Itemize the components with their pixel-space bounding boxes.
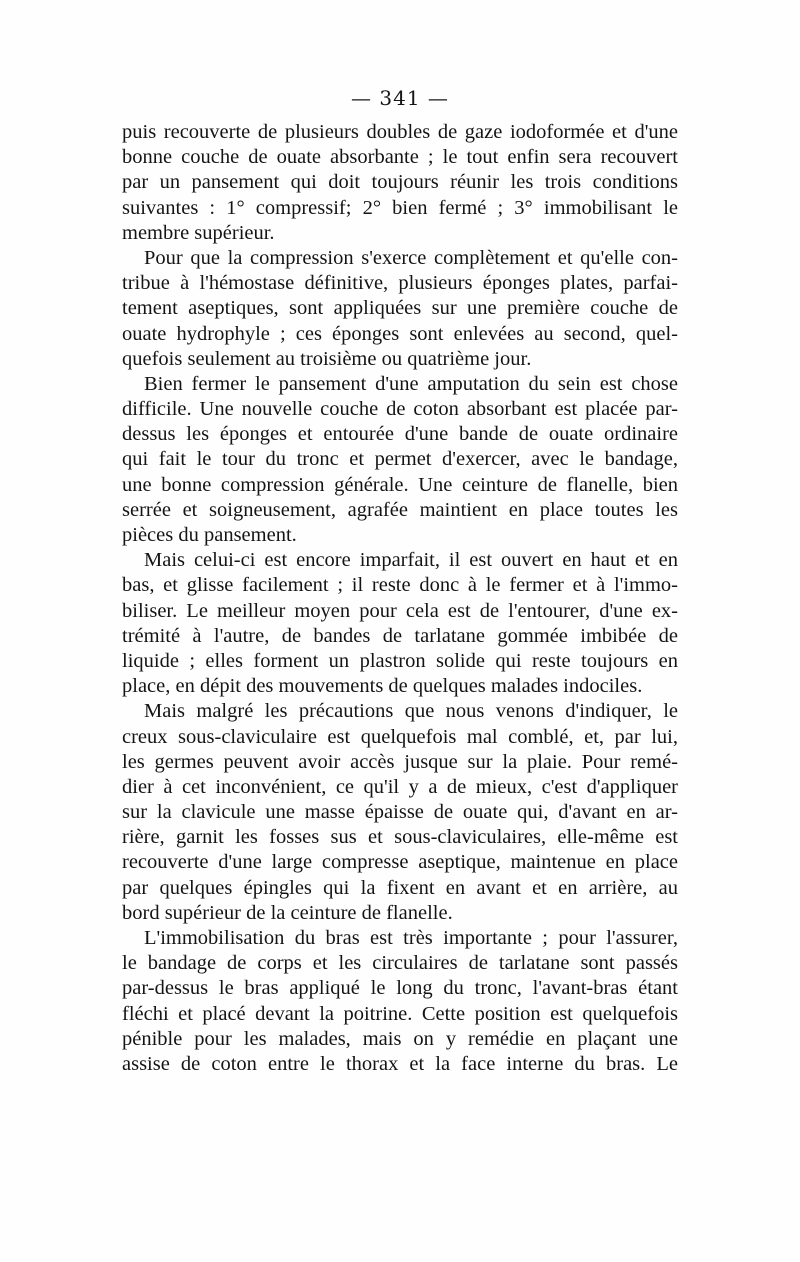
text-line: creux sous-claviculaire est quelquefois mal comblé, et, par lui, — [122, 725, 678, 748]
text-line: bord supérieur de la ceinture de flanelle. — [122, 901, 453, 924]
text-line: dessus les éponges et entourée d'une bande de ouate ordinaire — [122, 423, 678, 446]
text-line: rière, garnit les fosses sus et sous-claviculaires, elle-même est — [122, 826, 678, 849]
body-text — [122, 120, 678, 1077]
text-line: sur la clavicule une masse épaisse de ouate qui, d'avant en ar- — [122, 801, 678, 824]
text-line: serrée et soigneusement, agrafée maintient en place toutes les — [122, 498, 678, 521]
text-line: Mais celui-ci est encore imparfait, il est ouvert en haut et en — [144, 549, 678, 572]
text-line: liquide ; elles forment un plastron solide qui reste toujours en — [122, 649, 678, 672]
text-line: tement aseptiques, sont appliquées sur une première couche de — [122, 297, 678, 320]
text-line: par un pansement qui doit toujours réunir les trois conditions — [122, 171, 678, 194]
text-line: les germes peuvent avoir accès jusque sur la plaie. Pour remé- — [122, 750, 678, 773]
text-line: le bandage de corps et les circulaires de tarlatane sont passés — [122, 952, 678, 975]
text-line: quefois seulement au troisième ou quatrième jour. — [122, 347, 532, 370]
text-line: par-dessus le bras appliqué le long du tronc, l'avant-bras étant — [122, 977, 678, 1000]
text-line: par quelques épingles qui la fixent en avant et en arrière, au — [122, 876, 678, 899]
text-line: recouverte d'une large compresse aseptique, maintenue en place — [122, 851, 678, 874]
text-line: place, en dépit des mouvements de quelques malades indociles. — [122, 675, 643, 698]
text-line: qui fait le tour du tronc et permet d'exercer, avec le bandage, — [122, 448, 678, 471]
text-line: bonne couche de ouate absorbante ; le tout enfin sera recouvert — [122, 146, 678, 169]
text-line: trémité à l'autre, de bandes de tarlatane gommée imbibée de — [122, 624, 678, 647]
text-line: Mais malgré les précautions que nous venons d'indiquer, le — [144, 700, 678, 723]
text-line: suivantes : 1° compressif; 2° bien fermé ; 3° immobilisant le — [122, 196, 678, 219]
text-line: L'immobilisation du bras est très importante ; pour l'assurer, — [144, 927, 678, 949]
text-line: une bonne compression générale. Une ceinture de flanelle, bien — [122, 473, 678, 496]
text-line: assise de coton entre le thorax et la face interne du bras. Le — [122, 1052, 678, 1075]
text-line: membre supérieur. — [122, 221, 275, 244]
text-line: Pour que la compression s'exerce complètement et qu'elle con- — [144, 246, 678, 269]
text-line: Bien fermer le pansement d'une amputation du sein est chose — [144, 372, 678, 395]
text-line: difficile. Une nouvelle couche de coton absorbant est placée par- — [122, 398, 678, 421]
text-line: biliser. Le meilleur moyen pour cela est de l'entourer, d'une ex- — [122, 599, 678, 622]
text-line: tribue à l'hémostase définitive, plusieurs éponges plates, parfai- — [122, 272, 678, 295]
text-line: dier à cet inconvénient, ce qu'il y a de mieux, c'est d'appliquer — [122, 775, 678, 798]
text-line: puis recouverte de plusieurs doubles de gaze iodoformée et d'une — [122, 121, 678, 143]
text-line: pénible pour les malades, mais on y remédie en plaçant une — [122, 1027, 678, 1050]
text-line: pièces du pansement. — [122, 524, 297, 546]
text-line: fléchi et placé devant la poitrine. Cette position est quelquefois — [122, 1002, 678, 1025]
page-number: — 341 — — [351, 86, 449, 110]
text-line: ouate hydrophyle ; ces éponges sont enlevées au second, quel- — [122, 322, 678, 345]
text-line: bas, et glisse facilement ; il reste donc à le fermer et à l'immo- — [122, 574, 678, 597]
